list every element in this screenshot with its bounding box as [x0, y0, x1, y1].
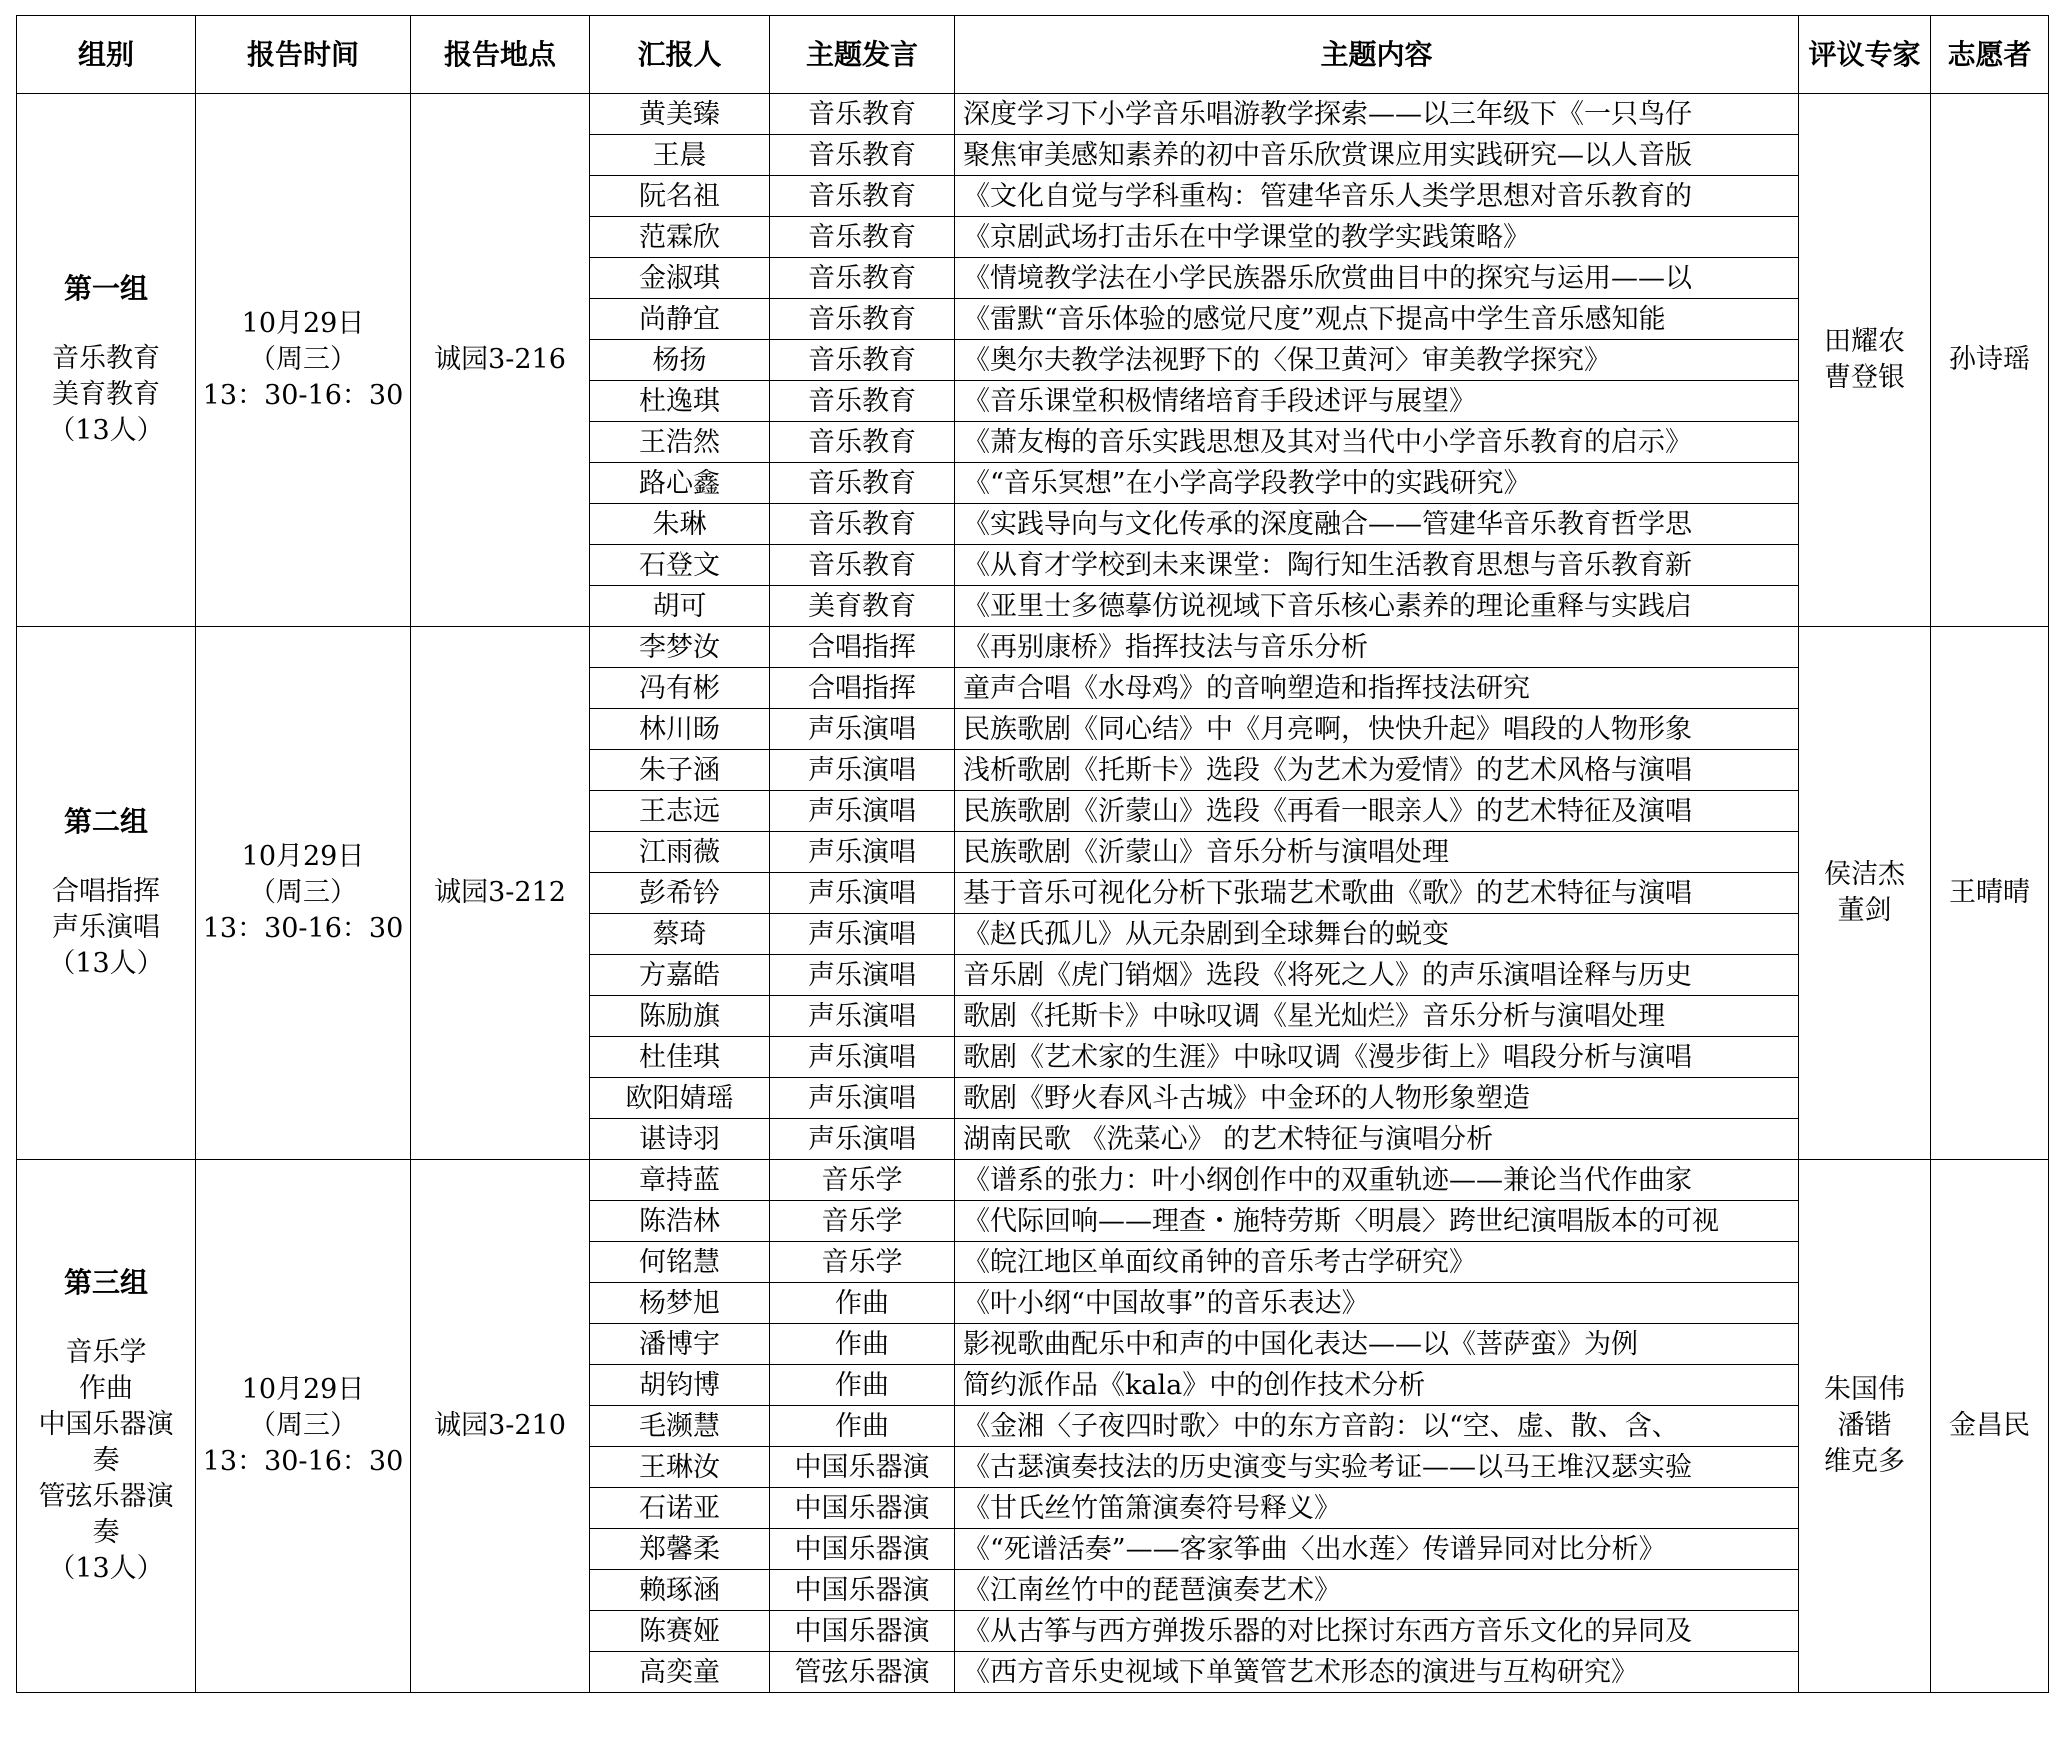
presenter-cell: 彭希钤 [590, 873, 770, 914]
expert-name: 潘锴 [1837, 1410, 1892, 1441]
header-content: 主题内容 [955, 16, 1799, 94]
time-line: 10月29日 [241, 308, 365, 339]
content-cell: 基于音乐可视化分析下张瑞艺术歌曲《歌》的艺术特征与演唱 [955, 873, 1799, 914]
topic-cell: 音乐教育 [770, 504, 955, 545]
content-cell: 《谱系的张力：叶小纲创作中的双重轨迹——兼论当代作曲家 [955, 1160, 1799, 1201]
expert-name: 曹登银 [1824, 362, 1905, 393]
topic-cell: 音乐教育 [770, 176, 955, 217]
table-row [17, 627, 2049, 668]
content-cell: 湖南民歌 《洗菜心》 的艺术特征与演唱分析 [955, 1119, 1799, 1160]
presenter-cell: 毛濒慧 [590, 1406, 770, 1447]
presenter-cell: 胡钧博 [590, 1365, 770, 1406]
expert-name: 朱国伟 [1824, 1374, 1905, 1405]
table-row [17, 94, 2049, 135]
content-cell: 《西方音乐史视域下单簧管艺术形态的演进与互构研究》 [955, 1652, 1799, 1693]
presenter-cell: 金淑琪 [590, 258, 770, 299]
expert-name: 维克多 [1824, 1446, 1905, 1477]
content-cell: 《雷默“音乐体验的感觉尺度”观点下提高中学生音乐感知能 [955, 299, 1799, 340]
presenter-cell: 欧阳婧瑶 [590, 1078, 770, 1119]
content-cell: 《从古筝与西方弹拨乐器的对比探讨东西方音乐文化的异同及 [955, 1611, 1799, 1652]
time-cell [196, 94, 411, 627]
header-location: 报告地点 [411, 16, 590, 94]
time-line: （周三） [249, 877, 357, 908]
group-subject: 作曲 [79, 1373, 133, 1404]
topic-cell: 合唱指挥 [770, 668, 955, 709]
header-group: 组别 [17, 16, 196, 94]
location-cell: 诚园3-210 [411, 1160, 590, 1693]
presenter-cell: 王晨 [590, 135, 770, 176]
topic-cell: 音乐教育 [770, 463, 955, 504]
content-cell: 民族歌剧《同心结》中《月亮啊，快快升起》唱段的人物形象 [955, 709, 1799, 750]
presenter-cell: 林川旸 [590, 709, 770, 750]
content-cell: 《代际回响——理查・施特劳斯〈明晨〉跨世纪演唱版本的可视 [955, 1201, 1799, 1242]
content-cell: 《再别康桥》指挥技法与音乐分析 [955, 627, 1799, 668]
group-subject: 美育教育 [52, 379, 160, 410]
topic-cell: 声乐演唱 [770, 914, 955, 955]
topic-cell: 合唱指挥 [770, 627, 955, 668]
group-subject: 声乐演唱 [52, 912, 160, 943]
topic-cell: 声乐演唱 [770, 873, 955, 914]
content-cell: 《从育才学校到未来课堂：陶行知生活教育思想与音乐教育新 [955, 545, 1799, 586]
time-line: （周三） [249, 1410, 357, 1441]
presenter-cell: 冯有彬 [590, 668, 770, 709]
content-cell: 歌剧《托斯卡》中咏叹调《星光灿烂》音乐分析与演唱处理 [955, 996, 1799, 1037]
time-cell [196, 1160, 411, 1693]
topic-cell: 声乐演唱 [770, 1078, 955, 1119]
presenter-cell: 杜逸琪 [590, 381, 770, 422]
presenter-cell: 方嘉皓 [590, 955, 770, 996]
content-cell: 浅析歌剧《托斯卡》选段《为艺术为爱情》的艺术风格与演唱 [955, 750, 1799, 791]
topic-cell: 音乐教育 [770, 545, 955, 586]
topic-cell: 声乐演唱 [770, 1037, 955, 1078]
presenter-cell: 李梦汝 [590, 627, 770, 668]
topic-cell: 作曲 [770, 1283, 955, 1324]
content-cell: 《“音乐冥想”在小学高学段教学中的实践研究》 [955, 463, 1799, 504]
content-cell: 简约派作品《kala》中的创作技术分析 [955, 1365, 1799, 1406]
topic-cell: 中国乐器演 [770, 1447, 955, 1488]
topic-cell: 声乐演唱 [770, 750, 955, 791]
topic-cell: 音乐教育 [770, 94, 955, 135]
volunteer-cell: 王晴晴 [1931, 627, 2049, 1160]
content-cell: 《音乐课堂积极情绪培育手段述评与展望》 [955, 381, 1799, 422]
presenter-cell: 朱琳 [590, 504, 770, 545]
group-subject: 管弦乐器演 [38, 1481, 174, 1512]
presenter-cell: 江雨薇 [590, 832, 770, 873]
content-cell: 《奥尔夫教学法视野下的〈保卫黄河〉审美教学探究》 [955, 340, 1799, 381]
presenter-cell: 尚静宜 [590, 299, 770, 340]
content-cell: 《叶小纲“中国故事”的音乐表达》 [955, 1283, 1799, 1324]
presenter-cell: 蔡琦 [590, 914, 770, 955]
topic-cell: 美育教育 [770, 586, 955, 627]
topic-cell: 声乐演唱 [770, 1119, 955, 1160]
content-cell: 《赵氏孤儿》从元杂剧到全球舞台的蜕变 [955, 914, 1799, 955]
presenter-cell: 黄美臻 [590, 94, 770, 135]
topic-cell: 作曲 [770, 1406, 955, 1447]
expert-cell [1799, 94, 1931, 627]
content-cell: 《亚里士多德摹仿说视域下音乐核心素养的理论重释与实践启 [955, 586, 1799, 627]
presenter-cell: 阮名祖 [590, 176, 770, 217]
time-line: 10月29日 [241, 1374, 365, 1405]
presenter-cell: 胡可 [590, 586, 770, 627]
header-volunteer: 志愿者 [1931, 16, 2049, 94]
header-time: 报告时间 [196, 16, 411, 94]
content-cell: 《实践导向与文化传承的深度融合——管建华音乐教育哲学思 [955, 504, 1799, 545]
topic-cell: 管弦乐器演 [770, 1652, 955, 1693]
topic-cell: 音乐教育 [770, 422, 955, 463]
content-cell: 《“死谱活奏”——客家筝曲〈出水莲〉传谱异同对比分析》 [955, 1529, 1799, 1570]
topic-cell: 音乐教育 [770, 340, 955, 381]
group-subject: （13人） [48, 948, 164, 979]
group-subject: 中国乐器演 [38, 1409, 174, 1440]
topic-cell: 音乐教育 [770, 299, 955, 340]
presenter-cell: 陈浩林 [590, 1201, 770, 1242]
content-cell: 影视歌曲配乐中和声的中国化表达——以《菩萨蛮》为例 [955, 1324, 1799, 1365]
content-cell: 歌剧《艺术家的生涯》中咏叹调《漫步街上》唱段分析与演唱 [955, 1037, 1799, 1078]
content-cell: 《情境教学法在小学民族器乐欣赏曲目中的探究与运用——以 [955, 258, 1799, 299]
topic-cell: 音乐教育 [770, 381, 955, 422]
topic-cell: 音乐学 [770, 1242, 955, 1283]
presenter-cell: 朱子涵 [590, 750, 770, 791]
topic-cell: 音乐教育 [770, 217, 955, 258]
topic-cell: 音乐教育 [770, 135, 955, 176]
content-cell: 《甘氏丝竹笛箫演奏符号释义》 [955, 1488, 1799, 1529]
topic-cell: 中国乐器演 [770, 1570, 955, 1611]
group-cell [17, 627, 196, 1160]
presenter-cell: 石诺亚 [590, 1488, 770, 1529]
content-cell: 《京剧武场打击乐在中学课堂的教学实践策略》 [955, 217, 1799, 258]
content-cell: 歌剧《野火春风斗古城》中金环的人物形象塑造 [955, 1078, 1799, 1119]
group-subject: （13人） [48, 1553, 164, 1584]
presenter-cell: 高奕童 [590, 1652, 770, 1693]
presenter-cell: 潘博宇 [590, 1324, 770, 1365]
expert-name: 侯洁杰 [1824, 859, 1905, 890]
topic-cell: 声乐演唱 [770, 996, 955, 1037]
header-expert: 评议专家 [1799, 16, 1931, 94]
group-name: 第一组 [63, 272, 148, 305]
group-subject: （13人） [48, 415, 164, 446]
time-line: 13：30-16：30 [202, 1446, 404, 1477]
content-cell: 《古瑟演奏技法的历史演变与实验考证——以马王堆汉瑟实验 [955, 1447, 1799, 1488]
topic-cell: 声乐演唱 [770, 955, 955, 996]
table-row [17, 1160, 2049, 1201]
group-subject: 奏 [92, 1517, 120, 1548]
group-cell [17, 1160, 196, 1693]
content-cell: 《萧友梅的音乐实践思想及其对当代中小学音乐教育的启示》 [955, 422, 1799, 463]
time-cell [196, 627, 411, 1160]
presenter-cell: 杜佳琪 [590, 1037, 770, 1078]
presenter-cell: 陈励旗 [590, 996, 770, 1037]
presenter-cell: 赖琢涵 [590, 1570, 770, 1611]
group-name: 第三组 [63, 1266, 148, 1299]
schedule-table [16, 15, 2049, 1693]
presenter-cell: 杨扬 [590, 340, 770, 381]
topic-cell: 音乐学 [770, 1201, 955, 1242]
topic-cell: 作曲 [770, 1324, 955, 1365]
schedule-body [17, 94, 2049, 1693]
expert-cell [1799, 1160, 1931, 1693]
header-presenter: 汇报人 [590, 16, 770, 94]
location-cell: 诚园3-216 [411, 94, 590, 627]
expert-name: 董剑 [1837, 895, 1892, 926]
content-cell: 《皖江地区单面纹甬钟的音乐考古学研究》 [955, 1242, 1799, 1283]
content-cell: 民族歌剧《沂蒙山》选段《再看一眼亲人》的艺术特征及演唱 [955, 791, 1799, 832]
content-cell: 童声合唱《水母鸡》的音响塑造和指挥技法研究 [955, 668, 1799, 709]
topic-cell: 声乐演唱 [770, 791, 955, 832]
presenter-cell: 何铭慧 [590, 1242, 770, 1283]
topic-cell: 作曲 [770, 1365, 955, 1406]
group-subject: 音乐学 [65, 1337, 147, 1368]
group-name: 第二组 [63, 805, 148, 838]
presenter-cell: 郑馨柔 [590, 1529, 770, 1570]
content-cell: 聚焦审美感知素养的初中音乐欣赏课应用实践研究—以人音版 [955, 135, 1799, 176]
presenter-cell: 王琳汝 [590, 1447, 770, 1488]
presenter-cell: 范霖欣 [590, 217, 770, 258]
presenter-cell: 谌诗羽 [590, 1119, 770, 1160]
content-cell: 《金湘〈子夜四时歌〉中的东方音韵：以“空、虚、散、含、 [955, 1406, 1799, 1447]
header-row [17, 16, 2049, 94]
topic-cell: 声乐演唱 [770, 709, 955, 750]
group-subject: 合唱指挥 [52, 876, 160, 907]
expert-cell [1799, 627, 1931, 1160]
volunteer-cell: 金昌民 [1931, 1160, 2049, 1693]
topic-cell: 音乐教育 [770, 258, 955, 299]
presenter-cell: 陈赛娅 [590, 1611, 770, 1652]
time-line: 10月29日 [241, 841, 365, 872]
topic-cell: 音乐学 [770, 1160, 955, 1201]
presenter-cell: 杨梦旭 [590, 1283, 770, 1324]
topic-cell: 中国乐器演 [770, 1529, 955, 1570]
time-line: （周三） [249, 344, 357, 375]
group-subject: 音乐教育 [52, 343, 160, 374]
location-cell: 诚园3-212 [411, 627, 590, 1160]
topic-cell: 声乐演唱 [770, 832, 955, 873]
group-cell [17, 94, 196, 627]
topic-cell: 中国乐器演 [770, 1488, 955, 1529]
presenter-cell: 石登文 [590, 545, 770, 586]
presenter-cell: 章持蓝 [590, 1160, 770, 1201]
content-cell: 民族歌剧《沂蒙山》音乐分析与演唱处理 [955, 832, 1799, 873]
content-cell: 《文化自觉与学科重构：管建华音乐人类学思想对音乐教育的 [955, 176, 1799, 217]
content-cell: 音乐剧《虎门销烟》选段《将死之人》的声乐演唱诠释与历史 [955, 955, 1799, 996]
content-cell: 《江南丝竹中的琵琶演奏艺术》 [955, 1570, 1799, 1611]
time-line: 13：30-16：30 [202, 380, 404, 411]
topic-cell: 中国乐器演 [770, 1611, 955, 1652]
content-cell: 深度学习下小学音乐唱游教学探索——以三年级下《一只鸟仔 [955, 94, 1799, 135]
presenter-cell: 王浩然 [590, 422, 770, 463]
presenter-cell: 路心鑫 [590, 463, 770, 504]
time-line: 13：30-16：30 [202, 913, 404, 944]
volunteer-cell: 孙诗瑶 [1931, 94, 2049, 627]
header-topic: 主题发言 [770, 16, 955, 94]
expert-name: 田耀农 [1824, 326, 1905, 357]
group-subject: 奏 [92, 1445, 120, 1476]
presenter-cell: 王志远 [590, 791, 770, 832]
